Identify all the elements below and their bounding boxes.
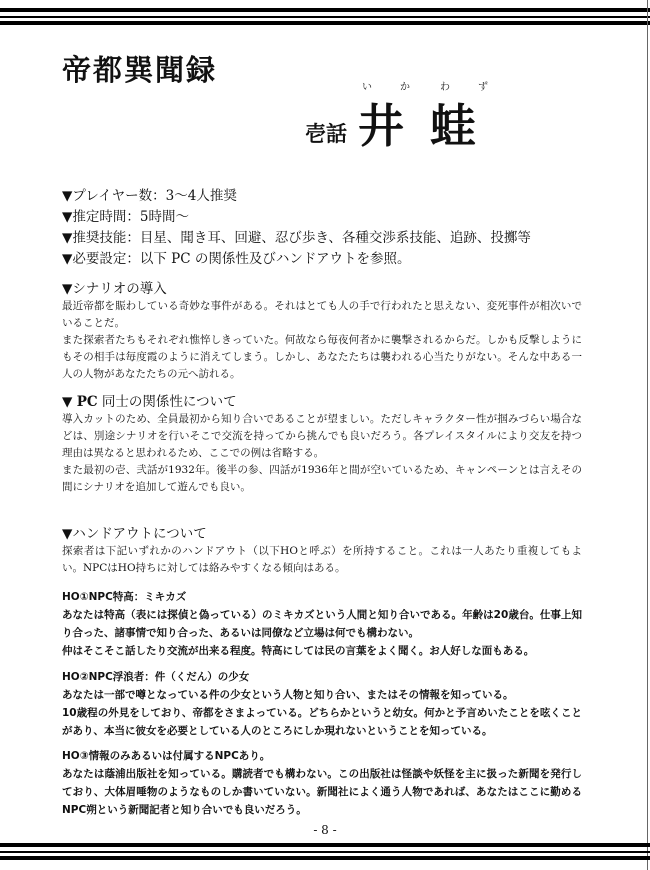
intro-section <box>62 280 582 383</box>
relations-heading-prefix: ▼ <box>62 394 73 410</box>
ho-item-text <box>62 606 582 660</box>
handout-section <box>62 525 582 577</box>
relations-body <box>62 411 582 496</box>
relations-paragraph: 導入カットのため、全員最初から知り合いであることが望ましい。ただしキャラクター性が掴みづらい場合などは、別途シナリオを行いそこで交流を持ってから挑んでも良いだろう。各プレイスタイルにより交友を持つ理由は異なると思われるため、ここでの例は省略する。 <box>62 413 582 459</box>
ho-item-head: HO②NPC浮浪者：件（くだん）の少女 <box>62 671 250 683</box>
ho-item-line: あなたは特高（表には探偵と偽っている）のミキカズという人間と知り合いである。年齢は20歳台。仕事上知り合った、諸事情で知り合った、あるいは同僚など立場は何でも構わない。 <box>62 609 582 639</box>
handout-paragraph: 探索者は下記いずれかのハンドアウト（以下HOと呼ぶ）を所持すること。これは一人あたり重複してもよい。NPCはHO持ちに対しては絡みやすくなる傾向はある。 <box>62 545 582 574</box>
ruby-char: か <box>400 82 410 93</box>
bottom-rule-thin <box>0 851 650 853</box>
ho-item-head: HO①NPC特高：ミキカズ <box>62 591 187 603</box>
ho-item-line: 10歳程の外見をしており、帝都をさまよっている。どちらかというと幼女。何かと予言めいたことを呟くことがあり、本当に彼女を必要としている人のところにしか現れないということを知っている。 <box>62 707 582 737</box>
ho-item-line: あなたは蔭浦出版社を知っている。購読者でも構わない。この出版社は怪談や妖怪を主に扱った新聞を発行しており、大体眉唾物のようなものしか書いていない。新聞社によく通う人物であれば、あなたはここに勤めるNPC朔という新聞記者と知り合いでも良いだろう。 <box>62 768 582 816</box>
page-number: - 8 - <box>313 823 337 837</box>
spec-players: ▼プレイヤー数：3〜4人推奨 <box>62 188 237 204</box>
spec-skills: ▼推奨技能：目星、聞き耳、回避、忍び歩き、各種交渉系技能、追跡、投擲等 <box>62 230 531 246</box>
intro-paragraph: また探索者たちもそれぞれ憔悴しきっていた。何故なら毎夜何者かに襲撃されるからだ。しかも反撃しようにもその相手は毎度霞のように消えてしまう。しかし、あなたたちは襲われる心当たりがない。そんな中ある一人の人物があなたたちの元へ訪れる。 <box>62 334 582 380</box>
episode-label: 壱話 <box>305 121 347 146</box>
ho-item-line: あなたは一部で噂となっている件の少女という人物と知り合い、またはその情報を知っている。 <box>62 689 514 701</box>
ho-item-2 <box>62 668 582 740</box>
top-rule-thick <box>0 8 650 12</box>
handout-body <box>62 543 582 577</box>
ruby-char: ず <box>478 82 488 93</box>
intro-heading: ▼シナリオの導入 <box>62 281 167 297</box>
intro-paragraph: 最近帝都を賑わしている奇妙な事件がある。それはとても人の手で行われたと思えない、変死事件が相次いでいることだ。 <box>62 300 582 329</box>
relations-heading-rest: 同士の関係性について <box>101 394 237 410</box>
ho-item-1 <box>62 588 582 660</box>
intro-body <box>62 298 582 383</box>
ho-item-head: HO③情報のみあるいは付属するNPCあり。 <box>62 750 271 762</box>
episode-title <box>358 90 502 156</box>
ruby-char: い <box>362 82 372 93</box>
relations-heading <box>62 393 582 411</box>
ruby-char: わ <box>440 82 450 93</box>
relations-heading-pc: PC <box>76 394 98 410</box>
ho-item-text <box>62 765 582 819</box>
bottom-rule-thick-2 <box>0 856 650 860</box>
scenario-specs <box>62 186 622 270</box>
bottom-rule-thick <box>0 843 650 847</box>
spec-time: ▼推定時間：5時間〜 <box>62 209 189 225</box>
ho-item-3 <box>62 747 582 819</box>
top-rule-thin <box>0 16 650 18</box>
handout-heading: ▼ハンドアウトについて <box>62 526 207 542</box>
relations-paragraph: また最初の壱、弐話が1932年。後半の参、四話が1936年と間が空いているため、キャンペーンとは言えその間にシナリオを追加して遊んでも良い。 <box>62 464 582 493</box>
relations-section <box>62 393 582 496</box>
series-title: 帝都巽聞録 <box>62 53 218 87</box>
top-rule-thick-2 <box>0 21 650 25</box>
spec-requirements: ▼必要設定：以下 PC の関係性及びハンドアウトを参照。 <box>62 251 411 267</box>
ho-item-text <box>62 686 582 740</box>
episode-title-text: 井蛙 <box>358 99 502 153</box>
ho-item-line: 仲はそこそこ話したり交流が出来る程度。特高にしては民の言葉をよく聞く。お人好しな面もある。 <box>62 645 535 657</box>
right-edge-line <box>647 0 648 870</box>
